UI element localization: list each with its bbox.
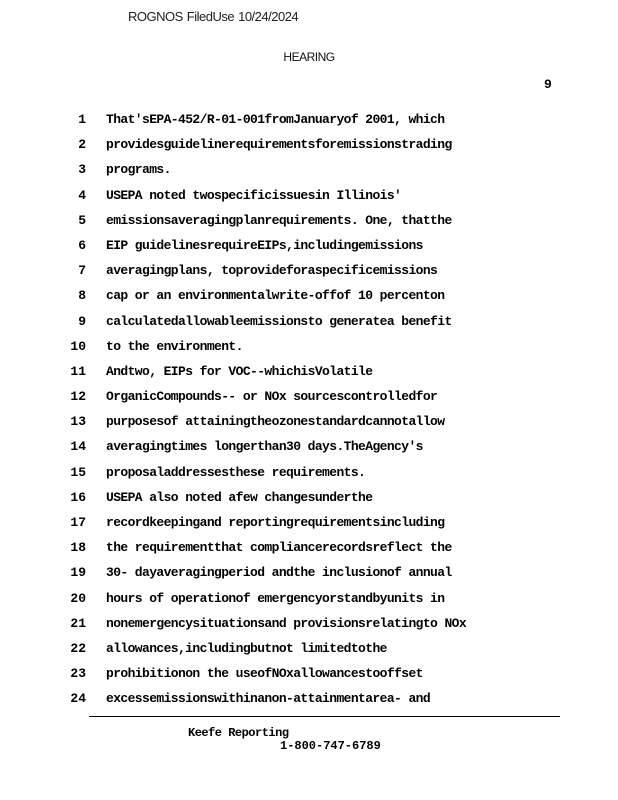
line-number: 13: [70, 414, 86, 430]
reporter-company: Keefe Reporting: [188, 726, 289, 740]
transcript-line: [0, 691, 618, 716]
line-text: prohibitionon the useofNOxallowancestooffset: [106, 666, 423, 682]
transcript-line: [0, 339, 618, 364]
line-text: 30- dayaveragingperiod andthe inclusionof annual: [106, 565, 452, 581]
transcript-line: [0, 641, 618, 666]
transcript-line: [0, 364, 618, 389]
line-text: USEPA also noted afew changesunderthe: [106, 489, 373, 505]
line-text: the requirementthat compliancerecordsreflect the: [106, 540, 452, 556]
line-text: programs.: [106, 162, 171, 178]
line-number: 14: [70, 439, 86, 455]
transcript-line: [0, 540, 618, 565]
line-text: purposesof attainingtheozonestandardcannotallow: [106, 414, 445, 430]
line-text: averagingplans, toprovideforaspecificemissions: [106, 263, 438, 279]
line-text: EIP guidelinesrequireEIPs,includingemissions: [106, 237, 423, 253]
line-number: 9: [78, 313, 86, 329]
transcript-line: [0, 465, 618, 490]
transcript-line: [0, 490, 618, 515]
transcript-line: [0, 238, 618, 263]
line-text: excessemissionswithinanon-attainmentarea- and: [106, 691, 431, 707]
reporter-phone: 1-800-747-6789: [280, 739, 381, 753]
line-number: 20: [70, 590, 86, 606]
line-number: 10: [70, 338, 86, 354]
transcript-line: [0, 414, 618, 439]
transcript-line: [0, 213, 618, 238]
line-number: 21: [70, 615, 86, 631]
line-text: providesguidelinerequirementsforemissionstrading: [106, 137, 452, 153]
line-number: 8: [78, 288, 86, 304]
line-text: nonemergencysituationsand provisionsrelatingto NOx: [106, 615, 467, 631]
line-number: 11: [70, 363, 86, 379]
line-number: 12: [70, 389, 86, 405]
line-text: allowances,includingbutnot limitedtothe: [106, 640, 387, 656]
transcript-line: [0, 314, 618, 339]
line-number: 18: [70, 540, 86, 556]
page-number: 9: [544, 77, 552, 92]
line-text: hours of operationof emergencyorstandbyunits in: [106, 590, 445, 606]
filed-date: 10/24/2024: [238, 9, 299, 24]
line-number: 24: [70, 691, 86, 707]
transcript-line: [0, 389, 618, 414]
line-text: to the environment.: [106, 338, 243, 354]
line-number: 5: [78, 212, 86, 228]
line-number: 17: [70, 515, 86, 530]
transcript-line: [0, 515, 618, 540]
line-text: averagingtimes longerthan30 days.TheAgency's: [106, 439, 423, 455]
line-text: OrganicCompounds-- or NOx sourcescontrolledfor: [106, 389, 438, 405]
transcript-line: [0, 263, 618, 288]
line-text: That'sEPA-452/R-01-001fromJanuaryof 2001, which: [106, 112, 445, 127]
line-number: 4: [78, 187, 86, 203]
line-number: 2: [78, 137, 86, 153]
transcript-line: [0, 439, 618, 464]
line-text: Andtwo, EIPs for VOC--whichisVolatile: [106, 363, 373, 379]
line-number: 22: [70, 640, 86, 656]
page-title: HEARING: [283, 50, 335, 64]
transcript-line: [0, 162, 618, 187]
file-stamp-header: [128, 9, 302, 24]
transcript-line: [0, 666, 618, 691]
transcript-line: [0, 112, 618, 137]
transcript-line: [0, 591, 618, 616]
line-number: 23: [70, 666, 86, 682]
line-text: USEPA noted twospecificissuesin Illinois': [106, 187, 402, 203]
transcript-line: [0, 565, 618, 590]
stamp-b: FiledUse: [186, 9, 235, 24]
line-number: 1: [78, 112, 86, 127]
line-text: recordkeepingand reportingrequirementsincluding: [106, 515, 445, 530]
line-number: 19: [70, 565, 86, 581]
line-number: 7: [78, 263, 86, 279]
line-number: 16: [70, 489, 86, 505]
line-number: 15: [70, 464, 86, 480]
transcript-line: [0, 188, 618, 213]
line-number: 6: [78, 237, 86, 253]
line-text: calculatedallowableemissionsto generatea benefit: [106, 313, 452, 329]
footer-divider: [89, 716, 560, 717]
line-text: proposaladdressesthese requirements.: [106, 464, 366, 480]
line-number: 3: [78, 162, 86, 178]
line-text: cap or an environmentalwrite-offof 10 percenton: [106, 288, 445, 304]
transcript-line: [0, 288, 618, 313]
line-text: emissionsaveragingplanrequirements. One, thatthe: [106, 212, 452, 228]
transcript-line: [0, 616, 618, 641]
stamp-a: ROGNOS: [128, 9, 183, 24]
transcript-line: [0, 137, 618, 162]
transcript-lines: [0, 112, 618, 717]
